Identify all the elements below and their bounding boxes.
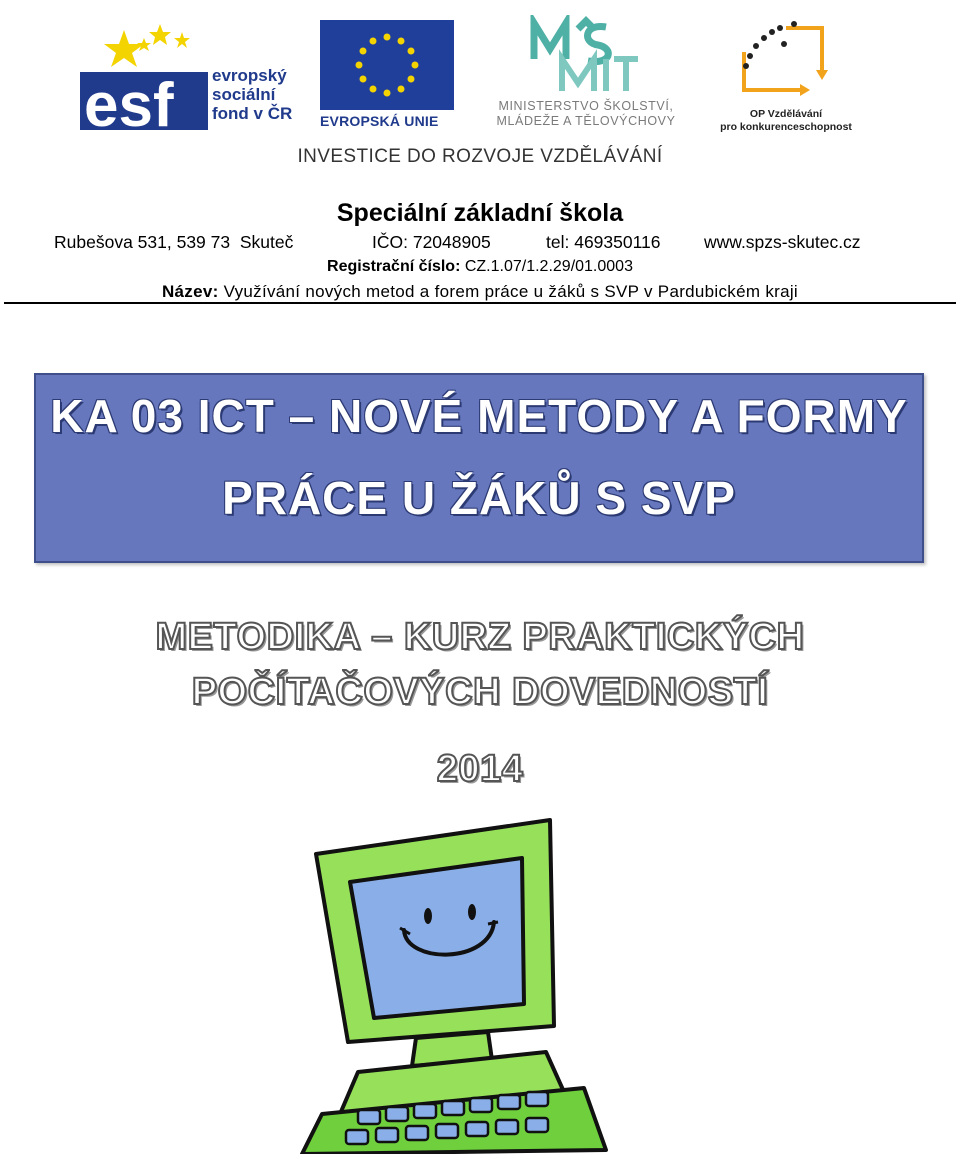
op-mark-icon — [706, 18, 866, 106]
eu-flag-icon — [320, 20, 454, 110]
project-name-label: Název: — [161, 282, 219, 301]
eu-logo — [320, 20, 458, 135]
esf-text — [212, 66, 292, 123]
op-line-2: pro konkurenceschopnost — [720, 121, 852, 133]
project-name-line — [0, 282, 960, 302]
subtitle-line-2: POČÍTAČOVÝCH DOVEDNOSTÍ — [191, 671, 769, 713]
computer-illustration — [288, 810, 618, 1154]
registration-number: CZ.1.07/1.2.29/01.0003 — [464, 258, 633, 275]
subtitle-line-1: METODIKA – KURZ PRAKTICKÝCH — [155, 616, 805, 658]
tagline: INVESTICE DO ROZVOJE VZDĚLÁVÁNÍ — [297, 146, 663, 167]
smiling-computer-icon — [288, 810, 618, 1154]
address: Rubešova 531, 539 73 Skuteč — [54, 232, 294, 252]
op-text — [706, 108, 866, 134]
registration-line — [0, 258, 960, 276]
address-line — [54, 232, 934, 253]
esf-line-3: fond v ČR — [212, 104, 293, 123]
esf-logo — [78, 20, 310, 135]
website-link[interactable]: www.spzs-skutec.cz — [704, 232, 861, 252]
title-line-2: PRÁCE U ŽÁKŮ S SVP — [222, 472, 736, 524]
msmt-line-2: MLÁDEŽE A TĚLOVÝCHOVY — [496, 114, 676, 128]
telephone: tel: 469350116 — [546, 232, 661, 252]
project-name: Využívání nových metod a forem práce u žáků s SVP v Pardubickém kraji — [223, 282, 799, 301]
msmt-text — [468, 99, 704, 129]
title-line-1: KA 03 ICT – NOVÉ METODY A FORMY — [50, 390, 908, 442]
school-name: Speciální základní škola — [336, 199, 624, 227]
ico: IČO: 72048905 — [372, 232, 491, 252]
title-box — [34, 373, 924, 563]
esf-line-1: evropský — [212, 66, 287, 85]
registration-label: Registrační číslo: — [327, 258, 461, 275]
header-divider — [4, 302, 956, 304]
eu-label: EVROPSKÁ UNIE — [320, 113, 439, 129]
esf-line-2: sociální — [212, 85, 276, 104]
esf-mark-icon — [78, 20, 212, 135]
logo-band — [0, 0, 960, 180]
op-logo — [706, 18, 866, 136]
op-line-1: OP Vzdělávání — [749, 108, 823, 120]
msmt-logo — [466, 15, 704, 135]
svg-text:esf: esf — [84, 71, 174, 135]
msmt-mark-icon — [466, 15, 704, 97]
year: 2014 — [436, 748, 524, 790]
msmt-line-1: MINISTERSTVO ŠKOLSTVÍ, — [498, 99, 674, 113]
